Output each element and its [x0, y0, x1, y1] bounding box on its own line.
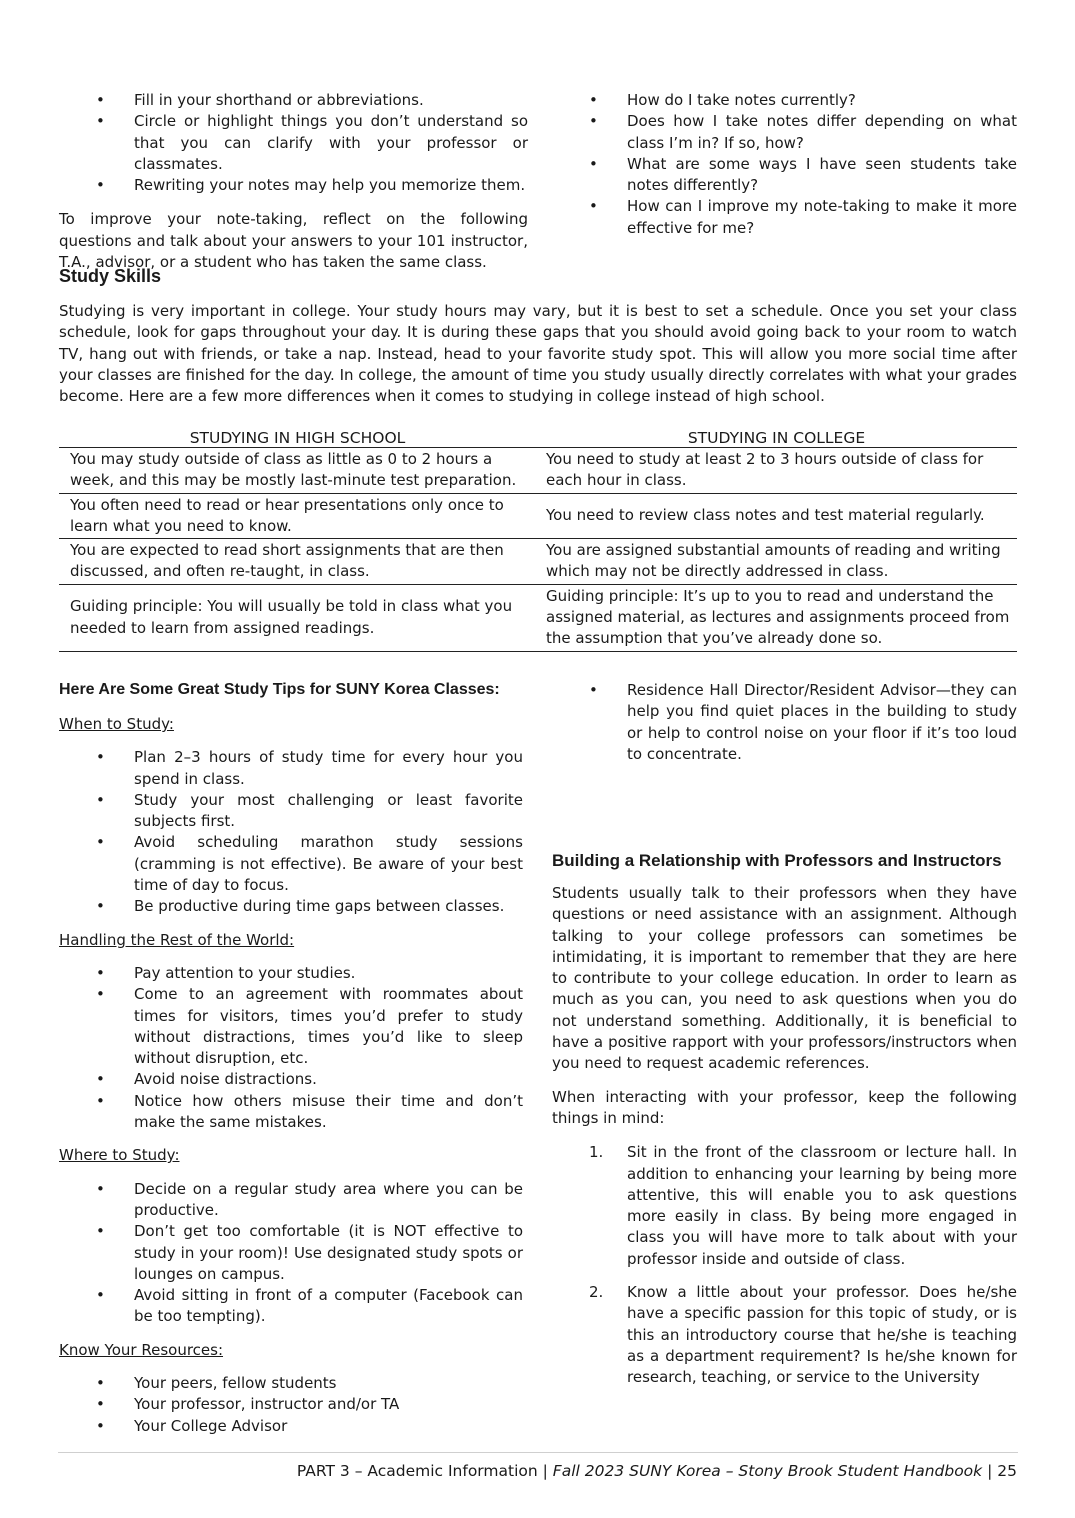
page-footer — [297, 1461, 1017, 1482]
list-item — [552, 1282, 1017, 1388]
table-cell: Guiding principle: It’s up to you to read and understand the assigned material, as lectures and assignments proceed from the assumption that you’ve already done so. — [536, 584, 1017, 651]
list-item: • Plan 2–3 hours of study time for every hour you spend in class. — [59, 747, 523, 790]
study-tips-heading: Here Are Some Great Study Tips for SUNY Korea Classes: — [59, 681, 500, 698]
item-number: 1. — [589, 1143, 604, 1162]
table-header-row — [59, 429, 1017, 448]
questions-list — [552, 90, 1017, 239]
footer-separator: | — [987, 1462, 993, 1480]
table-row — [59, 493, 1017, 539]
reflection-questions — [552, 90, 1017, 239]
relationship-intro: When interacting with your professor, keep the following things in mind: — [552, 1087, 1017, 1127]
list-item: • Circle or highlight things you don’t understand so that you can clarify with your professor or classmates. — [59, 111, 528, 175]
table-cell: You need to review class notes and test material regularly. — [536, 493, 1017, 539]
list-item: • Pay attention to your studies. — [59, 963, 523, 984]
when-to-study-title: When to Study: — [59, 715, 174, 733]
handling-world-list — [59, 963, 523, 1133]
item-number: 2. — [589, 1283, 604, 1302]
footer-divider — [58, 1452, 1018, 1453]
list-item — [552, 1142, 1017, 1270]
list-item: • Don’t get too comfortable (it is NOT effective to study in your room)! Use designated study spots or lounges on campus. — [59, 1221, 523, 1285]
footer-title: Fall 2023 SUNY Korea – Stony Brook Student Handbook — [552, 1462, 983, 1480]
handling-world-title: Handling the Rest of the World: — [59, 930, 295, 949]
table-row — [59, 448, 1017, 494]
list-item: • Avoid scheduling marathon study sessions (cramming is not effective). Be aware of your best time of day to focus. — [59, 832, 523, 896]
table-cell: You often need to read or hear presentations only once to learn what you need to know. — [59, 493, 536, 539]
table-row — [59, 584, 1017, 651]
notes-tips-left — [59, 90, 528, 273]
list-item: • Avoid sitting in front of a computer (Facebook can be too tempting). — [59, 1285, 523, 1328]
list-item: • Notice how others misuse their time and don’t make the same mistakes. — [59, 1091, 523, 1134]
table-row — [59, 539, 1017, 585]
list-item: • Be productive during time gaps between classes. — [59, 896, 523, 917]
list-item: • Come to an agreement with roommates about times for visitors, times you’d prefer to study without distractions, times you’d like to sleep without disruption, etc. — [59, 984, 523, 1069]
item-text: Sit in the front of the classroom or lecture hall. In addition to enhancing your learning by being more attentive, this will enable you to ask questions more easily in class. By being more engaged in class you will have more to talk about with your professor inside and outside of class. — [627, 1143, 1017, 1268]
page-number: 25 — [997, 1462, 1017, 1480]
list-item: • How can I improve my note-taking to make it more effective for me? — [552, 196, 1017, 239]
list-item: • Does how I take notes differ depending on what class I’m in? If so, how? — [552, 111, 1017, 154]
table-cell: You are assigned substantial amounts of reading and writing which may not be directly addressed in class. — [536, 539, 1017, 585]
list-item: • Residence Hall Director/Resident Advisor—they can help you find quiet places in the building to study or help to control noise on your floor if it’s too loud to concentrate. — [552, 680, 1017, 765]
footer-separator: | — [542, 1462, 548, 1480]
list-item: • How do I take notes currently? — [552, 90, 1017, 111]
list-item: • What are some ways I have seen students take notes differently? — [552, 154, 1017, 197]
list-item: • Your peers, fellow students — [59, 1373, 523, 1394]
study-tips-column — [59, 679, 523, 1437]
list-item: • Rewriting your notes may help you memorize them. — [59, 175, 528, 196]
list-item: • Decide on a regular study area where you can be productive. — [59, 1179, 523, 1222]
table-cell: Guiding principle: You will usually be told in class what you needed to learn from assigned readings. — [59, 584, 536, 651]
resources-continued-list — [552, 680, 1017, 765]
where-to-study-list — [59, 1179, 523, 1328]
table-cell: You may study outside of class as little as 0 to 2 hours a week, and this may be mostly last-minute test preparation. — [59, 448, 536, 494]
list-item: • Your College Advisor — [59, 1416, 523, 1437]
table-cell: You are expected to read short assignments that are then discussed, and often re-taught, in class. — [59, 539, 536, 585]
study-skills-paragraph: Studying is very important in college. Your study hours may vary, but it is best to set a schedule. Once you set your class schedule, look for gaps throughout your day. It is during these gaps that you should avoid going back to your room to watch TV, hang out with friends, or take a nap. Instead, head to your favorite study spot. This will allow you more social time after your classes are finished for the day. In college, the amount of time you study usually directly correlates with what your grades become. Here are a few more differences when it comes to studying in college instead of high school. — [59, 302, 1017, 406]
study-skills-heading: Study Skills — [59, 266, 162, 286]
know-resources-title: Know Your Resources: — [59, 1340, 224, 1359]
professor-tips-list — [552, 1142, 1017, 1388]
table-cell: You need to study at least 2 to 3 hours outside of class for each hour in class. — [536, 448, 1017, 494]
note-tips-list — [59, 90, 528, 196]
list-item: • Study your most challenging or least favorite subjects first. — [59, 790, 523, 833]
item-text: Know a little about your professor. Does he/she have a specific passion for this topic of study, or is this an introductory course that he/she is teaching as a department requirement? Is he/she known for research, teaching, or service to the University — [627, 1283, 1017, 1387]
relationship-paragraph: Students usually talk to their professors when they have questions or need assistance with an assignment. Although talking to your college professors can sometimes be intimidating, it is important to remember that they are here to contribute to your college education. In order to learn as much as you can, you need to ask questions when you do not understand something. Additionally, it is beneficial to have a positive rapport with your professors/instructors when you need to request academic references. — [552, 884, 1017, 1073]
header-college: STUDYING IN COLLEGE — [536, 429, 1017, 448]
when-to-study-list — [59, 747, 523, 917]
relationship-section — [552, 849, 1017, 1401]
header-high-school: STUDYING IN HIGH SCHOOL — [59, 429, 536, 448]
comparison-table — [59, 429, 1017, 652]
list-item: • Avoid noise distractions. — [59, 1069, 523, 1090]
list-item: • Fill in your shorthand or abbreviations. — [59, 90, 528, 111]
list-item: • Your professor, instructor and/or TA — [59, 1394, 523, 1415]
know-resources-list — [59, 1373, 523, 1437]
relationship-heading: Building a Relationship with Professors and Instructors — [552, 851, 1002, 870]
reflect-paragraph: To improve your note-taking, reflect on the following questions and talk about your answers to your 101 instructor, T.A., advisor, or a student who has taken the same class. — [59, 210, 528, 272]
footer-part: PART 3 – Academic Information — [296, 1462, 538, 1480]
resources-continued — [552, 680, 1017, 765]
where-to-study-title: Where to Study: — [59, 1146, 180, 1165]
